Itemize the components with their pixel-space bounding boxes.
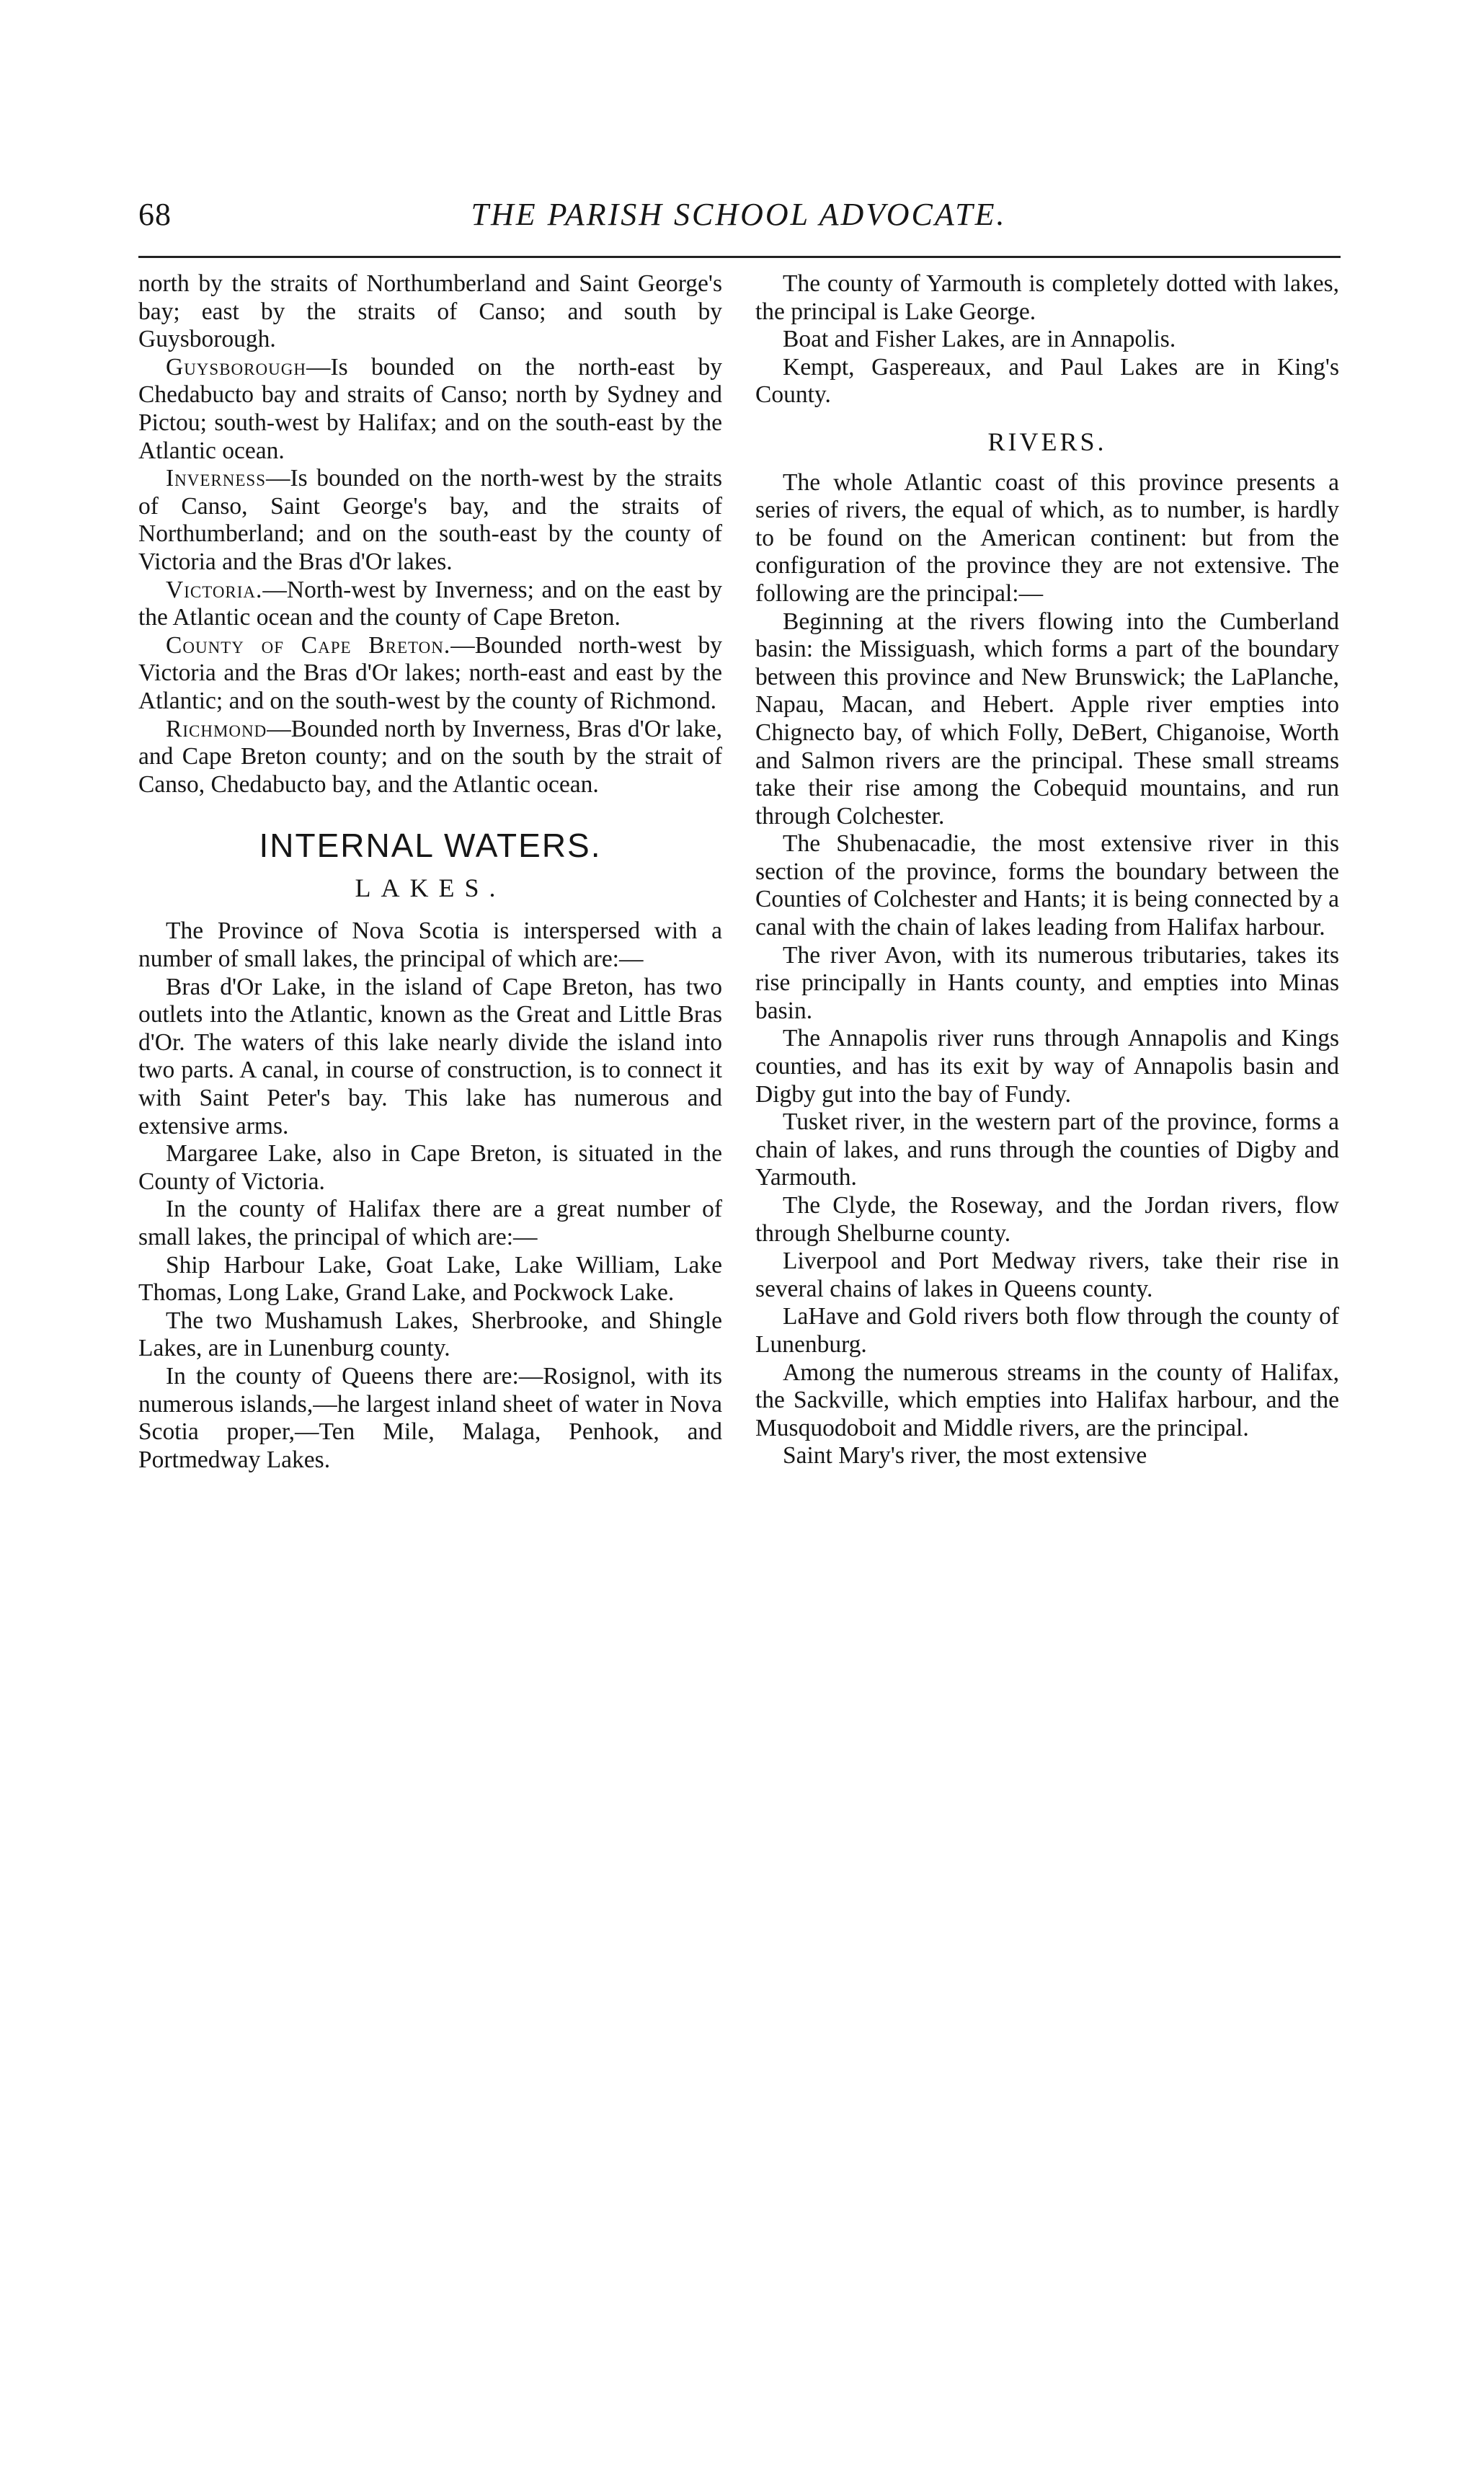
running-title: THE PARISH SCHOOL ADVOCATE. [471,197,1007,232]
left-column [138,270,722,1474]
paragraph-lead: Inverness [166,465,267,492]
paragraph: Liverpool and Port Medway rivers, take their rise in several chains of lakes in Queens county. [755,1248,1339,1302]
paragraph: The whole Atlantic coast of this province presents a series of rivers, the equal of which, as to number, is hardly to be found on the American continent: but from the configuration of the province they are not extensive. The following are the principal:— [755,468,1339,607]
paragraph: Saint Mary's river, the most extensive [783,1442,1147,1470]
page-header [130,196,1348,246]
paragraph [138,716,722,799]
paragraph: Beginning at the rivers flowing into the Cumberland basin: the Missiguash, which forms a part of the boundary between this province and New Brunswick; the LaPlanche, Napau, Macan, and Hebert. Apple river empties into Chignecto bay, of which Folly, DeBert, Chiganoise, Worth and Salmon rivers are the principal. These small streams take their rise among the Cobequid mountains, and run through Colchester. [755,608,1339,830]
paragraph: The Clyde, the Roseway, and the Jordan rivers, flow through Shelburne county. [755,1192,1339,1247]
paragraph: In the county of Halifax there are a great number of small lakes, the principal of which are:— [138,1196,722,1250]
paragraph: Tusket river, in the western part of the province, forms a chain of lakes, and runs through the counties of Digby and Yarmouth. [755,1108,1339,1191]
paragraph [138,577,722,632]
paragraph-lead: County of Cape Breton. [166,631,451,659]
paragraph-text: —North-west by Inverness; and on the east by the Atlantic ocean and the county of Cape Breton. [138,576,722,631]
paragraph-lead: Richmond [166,715,267,742]
paragraph: The river Avon, with its numerous tributaries, takes its rise principally in Hants county, and empties into Minas basin. [755,941,1339,1024]
paragraph: The Annapolis river runs through Annapolis and Kings counties, and has its exit by way of Annapolis basin and Digby gut into the bay of Fundy. [755,1025,1339,1108]
subsection-heading: RIVERS. [987,427,1107,456]
paragraph [138,632,722,716]
header-rule [138,256,1341,258]
paragraph: Ship Harbour Lake, Goat Lake, Lake William, Lake Thomas, Long Lake, Grand Lake, and Pockwock Lake. [138,1251,722,1307]
paragraph-text: —Bounded north-west by Victoria and the Bras d'Or lakes; north-east and east by the Atlantic; and on the south-west by the county of Richmond. [138,631,722,714]
paragraph: north by the straits of Northumberland and Saint George's bay; east by the straits of Canso; and south by Guysborough. [138,270,722,353]
paragraph: The Province of Nova Scotia is interspersed with a number of small lakes, the principal of which are:— [138,917,722,973]
paragraph [138,354,722,465]
paragraph: The county of Yarmouth is completely dotted with lakes, the principal is Lake George. [755,270,1339,325]
paragraph: The two Mushamush Lakes, Sherbrooke, and Shingle Lakes, are in Lunenburg county. [138,1307,722,1362]
paragraph-text: —Bounded north by Inverness, Bras d'Or lake, and Cape Breton county; and on the south by the strait of Canso, Chedabucto bay, and the Atlantic ocean. [138,715,722,798]
paragraph: Margaree Lake, also in Cape Breton, is situated in the County of Victoria. [138,1140,722,1195]
paragraph-lead: Guysborough [166,353,306,381]
paragraph: In the county of Queens there are:—Rosignol, with its numerous islands,—he largest inland sheet of water in Nova Scotia proper,—Ten Mile, Malaga, Penhook, and Portmedway Lakes. [138,1362,722,1473]
page-number: 68 [138,197,172,232]
paragraph: LaHave and Gold rivers both flow through the county of Lunenburg. [755,1303,1339,1358]
paragraph: Among the numerous streams in the county of Halifax, the Sackville, which empties into Halifax harbour, and the Musquodoboit and Middle rivers, are the principal. [755,1359,1339,1441]
right-column [755,270,1339,1470]
paragraph: Kempt, Gaspereaux, and Paul Lakes are in King's County. [755,353,1339,409]
section-heading: INTERNAL WATERS. [259,827,602,865]
subsection-heading: LAKES. [355,873,506,902]
paragraph: Boat and Fisher Lakes, are in Annapolis. [783,326,1176,353]
paragraph: Bras d'Or Lake, in the island of Cape Breton, has two outlets into the Atlantic, known as the Great and Little Bras d'Or. The waters of this lake nearly divide the island into two parts. A canal, in course of construction, is to connect it with Saint Peter's bay. This lake has numerous and extensive arms. [138,973,722,1139]
paragraph-text: —Is bounded on the north-west by the straits of Canso, Saint George's bay, and the straits of Northumberland; and on the south-east by the county of Victoria and the Bras d'Or lakes. [138,465,722,575]
paragraph: The Shubenacadie, the most extensive river in this section of the province, forms the boundary between the Counties of Colchester and Hants; it is being connected by a canal with the chain of lakes leading from Halifax harbour. [755,830,1339,941]
paragraph [138,465,722,576]
paragraph-text: —Is bounded on the north-east by Chedabucto bay and straits of Canso; north by Sydney and Pictou; south-west by Halifax; and on the south-east by the Atlantic ocean. [138,353,722,464]
paragraph-lead: Victoria. [166,576,263,603]
